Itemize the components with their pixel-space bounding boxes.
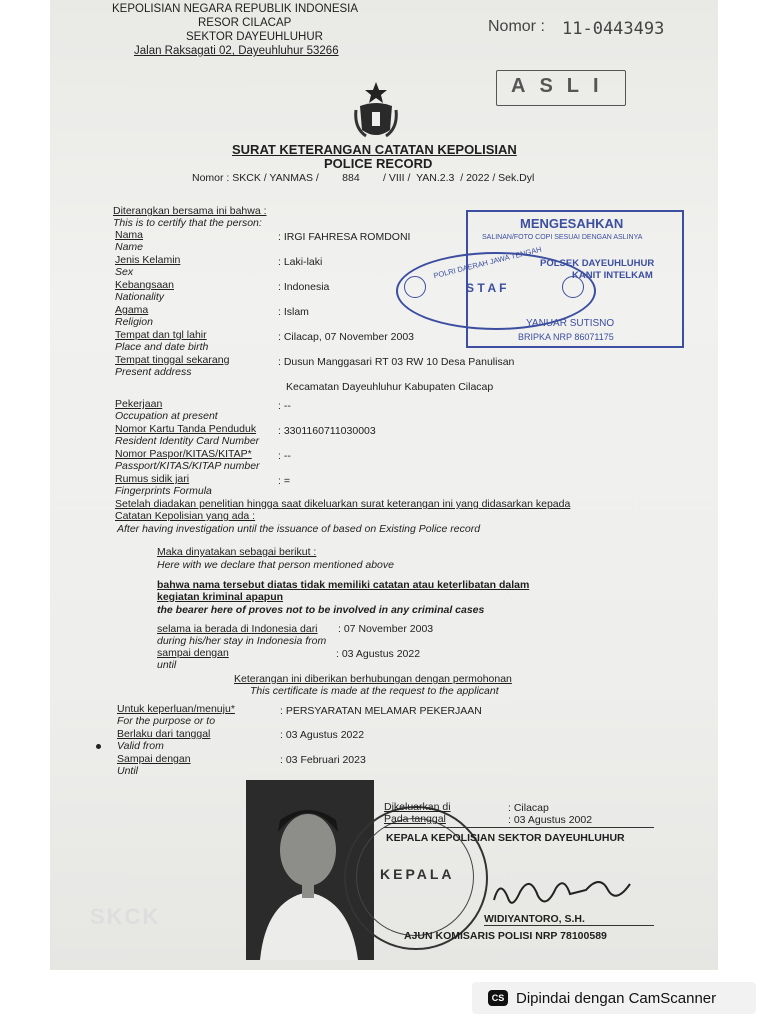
- stamp-ring-text: POLRI DAERAH JAWA TENGAH: [432, 244, 543, 281]
- header-line3: SEKTOR DAYEUHLUHUR: [186, 31, 323, 43]
- stamp-staf: S T A F: [466, 281, 507, 295]
- field-label-en-passport: Passport/KITAS/KITAP number: [115, 460, 260, 472]
- issued-date-label: Pada tanggal: [384, 813, 446, 825]
- stay-until-en: until: [157, 659, 177, 671]
- stay-until-value: 03 Agustus 2022: [341, 648, 421, 660]
- field-label-en-ktp: Resident Identity Card Number: [115, 435, 260, 447]
- stamp-kepala-text: KEPALA: [380, 866, 455, 882]
- field-label-address: Tempat tinggal sekarang: [115, 354, 230, 366]
- camscanner-logo-icon: CS: [488, 990, 508, 1006]
- field-label-ktp: Nomor Kartu Tanda Penduduk: [115, 423, 257, 435]
- field-label-occupation: Pekerjaan: [115, 398, 163, 410]
- police-emblem-icon: [352, 80, 400, 142]
- field-label-en-address: Present address: [115, 366, 192, 378]
- field-label-nationality: Kebangsaan: [115, 279, 174, 291]
- field-value-fingerprint: =: [283, 475, 290, 487]
- header-line4: Jalan Raksagati 02, Dayeuhluhur 53266: [134, 45, 339, 57]
- field-value-nationality: Indonesia: [283, 281, 330, 293]
- request-en: This certificate is made at the request to the applicant: [250, 685, 499, 697]
- declare-bold-id2: kegiatan kriminal apapun: [157, 591, 284, 603]
- field-label-fingerprint: Rumus sidik jari: [115, 473, 190, 485]
- investigation-en: After having investigation until the issuance of based on Existing Police record: [117, 523, 481, 535]
- officer-rank: AJUN KOMISARIS POLISI NRP 78100589: [404, 930, 607, 942]
- header-line2: RESOR CILACAP: [198, 17, 292, 29]
- issued-at-label: Dikeluarkan di: [384, 801, 451, 813]
- field-value-occupation: --: [283, 400, 291, 412]
- valid-from-value: 03 Agustus 2022: [285, 729, 365, 741]
- valid-until-value: 03 Februari 2023: [285, 754, 366, 766]
- field-value-religion: Islam: [283, 306, 309, 318]
- field-value-birth: Cilacap, 07 November 2003: [283, 331, 415, 343]
- header-line1: KEPOLISIAN NEGARA REPUBLIK INDONESIA: [112, 3, 359, 15]
- intro-en: This is to certify that the person:: [113, 217, 262, 229]
- declare-id: Maka dinyatakan sebagai berikut :: [157, 546, 317, 558]
- valid-until-label-en: Until: [117, 765, 139, 777]
- field-value-nama: IRGI FAHRESA ROMDONI: [283, 231, 411, 243]
- doc-title-en: POLICE RECORD: [324, 156, 433, 171]
- field-value-address: Dusun Manggasari RT 03 RW 10 Desa Panulisan: [283, 356, 515, 368]
- issued-divider: [384, 827, 654, 828]
- bullet-mark: [96, 744, 101, 749]
- field-value-passport: --: [283, 450, 291, 462]
- issued-at-value: Cilacap: [513, 802, 549, 814]
- field-value-ktp: 3301160711030003: [283, 425, 376, 437]
- stay-until-label: sampai dengan: [157, 647, 229, 659]
- doc-number: Nomor : SKCK / YANMAS / 884 / VIII / YAN.2.3 / 2022 / Sek.Dyl: [192, 172, 535, 184]
- officer-divider: [484, 925, 654, 926]
- asli-text: ASLI: [511, 75, 613, 97]
- field-label-en-occupation: Occupation at present: [115, 410, 218, 422]
- stay-from-label: selama ia berada di Indonesia dari: [157, 623, 318, 635]
- investigation-id1: Setelah diadakan penelitian hingga saat dikeluarkan surat keterangan ini yang didasarkan kepada: [115, 498, 571, 510]
- field-value-address-line2: Kecamatan Dayeuhluhur Kabupaten Cilacap: [286, 381, 494, 393]
- stamp-sub: SALINAN/FOTO COPI SESUAI DENGAN ASLINYA: [482, 234, 643, 241]
- stamp-emblem-left-icon: [404, 276, 426, 298]
- stay-from-en: during his/her stay in Indonesia from: [157, 635, 327, 647]
- field-label-birth: Tempat dan tgl lahir: [115, 329, 207, 341]
- field-label-passport: Nomor Paspor/KITAS/KITAP*: [115, 448, 252, 460]
- declare-bold-id1: bahwa nama tersebut diatas tidak memiliki catatan atau keterlibatan dalam: [157, 579, 530, 591]
- stamp-title: MENGESAHKAN: [520, 216, 624, 231]
- investigation-id2: Catatan Kepolisian yang ada :: [115, 510, 256, 522]
- field-label-en-fingerprint: Fingerprints Formula: [115, 485, 212, 497]
- skck-watermark: SKCK: [90, 904, 161, 929]
- issued-office: KEPALA KEPOLISIAN SEKTOR DAYEUHLUHUR: [386, 832, 625, 844]
- field-label-en-birth: Place and date birth: [115, 341, 209, 353]
- officer-name: WIDIYANTORO, S.H.: [484, 913, 585, 925]
- staf-oval-stamp: [396, 244, 596, 330]
- field-label-nama: Nama: [115, 229, 144, 241]
- field-label-sex: Jenis Kelamin: [115, 254, 181, 266]
- camscanner-text: Dipindai dengan CamScanner: [516, 989, 717, 1007]
- stay-from-value: 07 November 2003: [343, 623, 434, 635]
- stamp-emblem-right-icon: [562, 276, 584, 298]
- declare-en: Here with we declare that person mentioned above: [157, 559, 394, 571]
- stamp-unit: POLSEK DAYEUHLUHUR: [540, 258, 655, 269]
- stamp-name: YANUAR SUTISNO: [526, 318, 615, 329]
- purpose-label-en: For the purpose or to: [117, 715, 216, 727]
- doc-title: SURAT KETERANGAN CATATAN KEPOLISIAN: [232, 142, 517, 157]
- nomor-value: 11-0443493: [562, 19, 665, 39]
- declare-bold-en: the bearer here of proves not to be involved in any criminal cases: [157, 604, 485, 616]
- field-label-en-nama: Name: [115, 241, 144, 253]
- valid-from-label: Berlaku dari tanggal: [117, 728, 211, 740]
- stamp-nrp: BRIPKA NRP 86071175: [518, 332, 614, 342]
- camscanner-badge: [472, 982, 756, 1014]
- valid-until-label: Sampai dengan: [117, 753, 191, 765]
- field-label-religion: Agama: [115, 304, 149, 316]
- valid-from-label-en: Valid from: [117, 740, 164, 752]
- nomor-label: Nomor :: [488, 18, 545, 35]
- field-value-sex: Laki-laki: [283, 256, 323, 268]
- issued-date-value: 03 Agustus 2002: [513, 814, 593, 826]
- intro-id: Diterangkan bersama ini bahwa :: [113, 205, 267, 217]
- asli-stamp: [496, 70, 626, 106]
- stamp-unit2: KANIT INTELKAM: [572, 270, 653, 281]
- field-label-en-nationality: Nationality: [115, 291, 165, 303]
- request-id: Keterangan ini diberikan berhubungan dengan permohonan: [234, 673, 512, 685]
- field-label-en-sex: Sex: [115, 266, 134, 278]
- purpose-value: PERSYARATAN MELAMAR PEKERJAAN: [285, 705, 482, 717]
- field-label-en-religion: Religion: [115, 316, 153, 328]
- purpose-label: Untuk keperluan/menuju*: [117, 703, 235, 715]
